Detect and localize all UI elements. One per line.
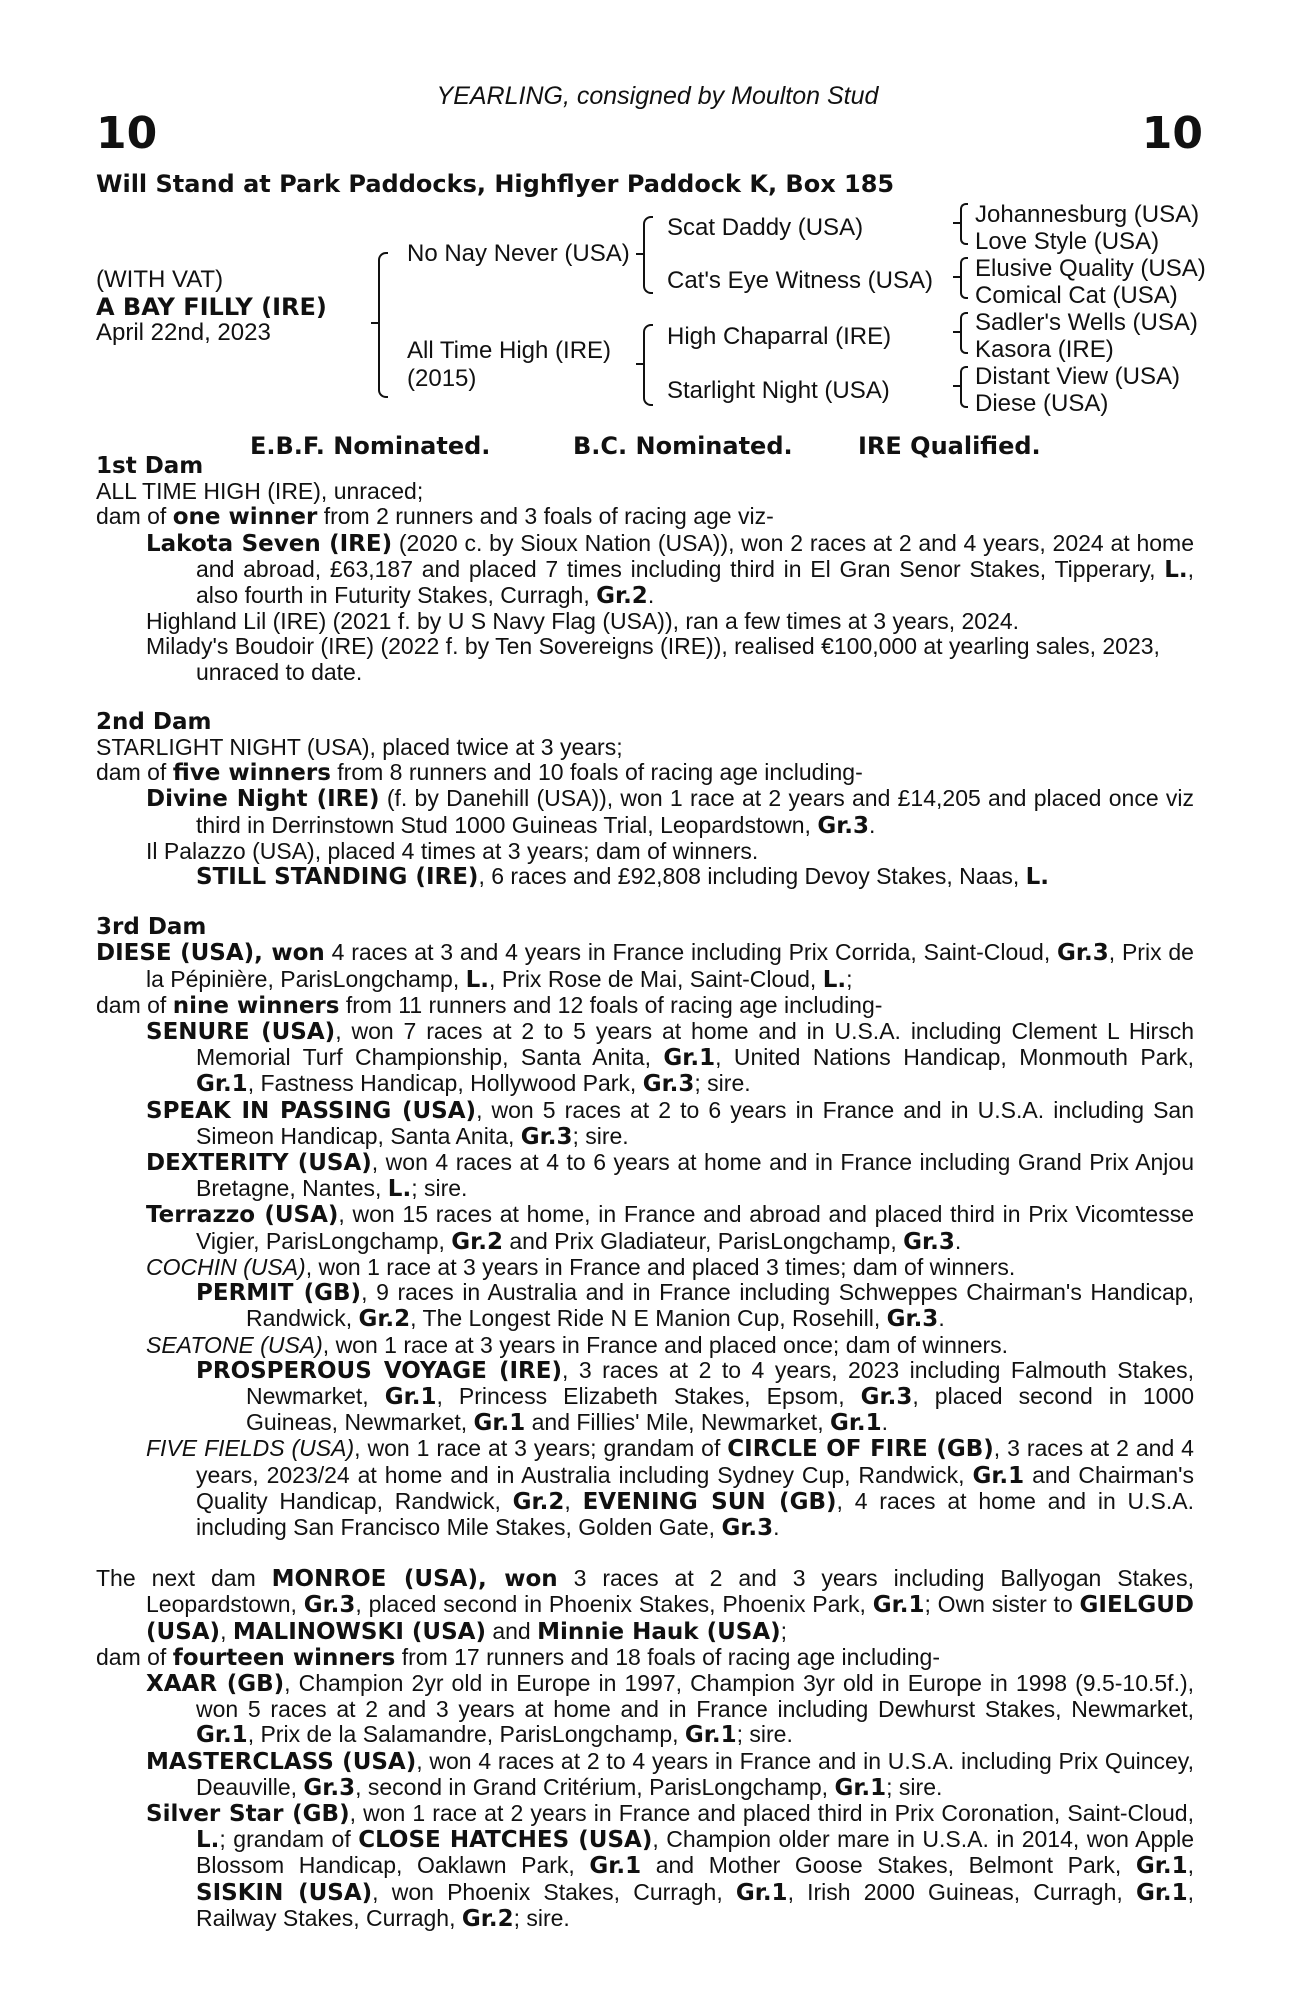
produce-entry: SEATONE (USA), won 1 race at 3 years in France and placed once; dam of winners. <box>146 1331 1009 1358</box>
next-dam-line: The next dam MONROE (USA), won 3 races at 2 and 3 years including Ballyogan Stakes, Leopardstown, Gr.3, placed second in Phoenix Stakes, Phoenix Park, Gr.1; Own sister to GIELGUD (USA), MALINOWSKI (USA) and Minnie Hauk (USA); <box>96 1565 1194 1645</box>
pedigree-dds: Distant View (USA) <box>975 363 1180 390</box>
produce-entry: COCHIN (USA), won 1 race at 3 years in France and placed 3 times; dam of winners. <box>146 1253 1016 1280</box>
pedigree-sss: Johannesburg (USA) <box>975 201 1200 228</box>
first-dam-heading: 1st Dam <box>96 453 204 479</box>
bracket-main <box>378 252 388 398</box>
bracket-sd <box>960 257 968 299</box>
pedigree-ss: Scat Daddy (USA) <box>667 214 864 241</box>
nomination-ire: IRE Qualified. <box>858 432 1041 460</box>
vat-note: (WITH VAT) <box>96 266 224 293</box>
second-dam-produce: dam of five winners from 8 runners and 10 foals of racing age including- <box>96 759 863 787</box>
produce-entry: Divine Night (IRE) (f. by Danehill (USA)), won 1 race at 2 years and £14,205 and placed once viz third in Derrinstown Stud 1000 Guineas Trial, Leopardstown, Gr.3. <box>146 785 1195 839</box>
produce-entry: SPEAK IN PASSING (USA), won 5 races at 2 to 6 years in France and in U.S.A. including San Simeon Handicap, Santa Anita, Gr.3; sire. <box>146 1096 1195 1150</box>
pedigree-sds: Elusive Quality (USA) <box>975 255 1206 282</box>
pedigree-dss: Sadler's Wells (USA) <box>975 309 1198 336</box>
produce-entry: STILL STANDING (IRE), 6 races and £92,808 including Devoy Stakes, Naas, L. <box>196 863 1050 891</box>
bracket-ss <box>960 203 968 245</box>
date-of-birth: April 22nd, 2023 <box>96 319 271 346</box>
produce-entry: Terrazzo (USA), won 15 races at home, in France and abroad and placed third in Prix Vicomtesse Vigier, ParisLongchamp, Gr.2 and Prix Gladiateur, ParisLongchamp, Gr.3. <box>146 1201 1194 1255</box>
pedigree-ds: High Chaparral (IRE) <box>667 323 892 350</box>
produce-entry: DEXTERITY (USA), won 4 races at 4 to 6 years at home and in France including Grand Prix Anjou Bretagne, Nantes, L.; sire. <box>146 1149 1195 1203</box>
catalogue-body <box>96 454 1194 1932</box>
lot-number-left: 10 <box>96 108 158 159</box>
lot-number-right: 10 <box>1141 108 1203 159</box>
pedigree-ddd: Diese (USA) <box>975 390 1109 417</box>
bracket-ds <box>960 312 968 354</box>
produce-entry: FIVE FIELDS (USA), won 1 race at 3 years; grandam of CIRCLE OF FIRE (GB), 3 races at 2 and 4 years, 2023/24 at home and in Australia including Sydney Cup, Randwick, Gr.1 and Chairman's Quality Handicap, Randwick, Gr.2, EVENING SUN (GB), 4 races at home and in U.S.A. including San Francisco Mile Stakes, Golden Gate, Gr.3. <box>146 1435 1195 1541</box>
produce-entry: PROSPEROUS VOYAGE (IRE), 3 races at 2 to 4 years, 2023 including Falmouth Stakes, Newmarket, Gr.1, Princess Elizabeth Stakes, Epsom, Gr.3, placed second in 1000 Guineas, Newmarket, Gr.1 and Fillies' Mile, Newmarket, Gr.1. <box>196 1356 1194 1437</box>
produce-entry: Milady's Boudoir (IRE) (2022 f. by Ten Sovereigns (IRE)), realised €100,000 at yearling sales, 2023, unraced to date. <box>146 633 1160 685</box>
second-dam-line: STARLIGHT NIGHT (USA), placed twice at 3 years; <box>96 734 623 761</box>
pedigree-dd: Starlight Night (USA) <box>667 377 890 404</box>
produce-entry: PERMIT (GB), 9 races in Australia and in France including Schweppes Chairman's Handicap, Randwick, Gr.2, The Longest Ride N E Manion Cup, Rosehill, Gr.3. <box>196 1279 1194 1333</box>
produce-entry: XAAR (GB), Champion 2yr old in Europe in 1997, Champion 3yr old in Europe in 1998 (9.5-10.5f.), won 5 races at 2 and 3 years at home and in France including Dewhurst Stakes, Newmarket, Gr.1, Prix de la Salamandre, ParisLongchamp, Gr.1; sire. <box>146 1669 1195 1749</box>
produce-entry: MASTERCLASS (USA), won 4 races at 2 to 4 years in France and in U.S.A. including Prix Quincey, Deauville, Gr.3, second in Grand Critérium, ParisLongchamp, Gr.1; sire. <box>146 1747 1194 1801</box>
next-dam-produce: dam of fourteen winners from 17 runners and 18 foals of racing age including- <box>96 1643 940 1671</box>
second-dam-heading: 2nd Dam <box>96 708 212 735</box>
stand-location: Will Stand at Park Paddocks, Highflyer Paddock K, Box 185 <box>96 170 895 198</box>
pedigree-sire: No Nay Never (USA) <box>407 240 630 267</box>
nomination-ebf: E.B.F. Nominated. <box>250 432 491 460</box>
third-dam-heading: 3rd Dam <box>96 914 207 941</box>
pedigree-dsd: Kasora (IRE) <box>975 336 1114 363</box>
bracket-sire <box>643 216 653 294</box>
produce-entry: SENURE (USA), won 7 races at 2 to 5 years at home and in U.S.A. including Clement L Hirsch Memorial Turf Championship, Santa Anita, Gr.1, United Nations Handicap, Monmouth Park, Gr.1, Fastness Handicap, Hollywood Park, Gr.3; sire. <box>146 1018 1194 1098</box>
horse-name: A BAY FILLY (IRE) <box>96 293 327 321</box>
produce-entry: Lakota Seven (IRE) (2020 c. by Sioux Nation (USA)), won 2 races at 2 and 4 years, 2024 at home and abroad, £63,187 and placed 7 times including third in El Gran Senor Stakes, Tipperary, L., also fourth in Futurity Stakes, Curragh, Gr.2. <box>146 529 1194 610</box>
pedigree-dam: All Time High (IRE) <box>407 337 612 364</box>
nomination-bc: B.C. Nominated. <box>573 432 793 460</box>
third-dam-produce: dam of nine winners from 11 runners and 12 foals of racing age including- <box>96 991 883 1019</box>
third-dam-line: DIESE (USA), won 4 races at 3 and 4 years in France including Prix Corrida, Saint-Cloud, Gr.3, Prix de la Pépinière, ParisLongchamp, L., Prix Rose de Mai, Saint-Cloud, L.; <box>96 939 1194 993</box>
produce-entry: Highland Lil (IRE) (2021 f. by U S Navy Flag (USA)), ran a few times at 3 years, 2024. <box>146 608 1020 635</box>
pedigree-ssd: Love Style (USA) <box>975 228 1160 255</box>
bracket-dam <box>643 324 653 406</box>
bracket-dd <box>960 366 968 408</box>
produce-entry: Silver Star (GB), won 1 race at 2 years in France and placed third in Prix Coronation, Saint-Cloud, L.; grandam of CLOSE HATCHES (USA), Champion older mare in U.S.A. in 2014, won Apple Blossom Handicap, Oaklawn Park, Gr.1 and Mother Goose Stakes, Belmont Park, Gr.1, SISKIN (USA), won Phoenix Stakes, Curragh, Gr.1, Irish 2000 Guineas, Curragh, Gr.1, Railway Stakes, Curragh, Gr.2; sire. <box>146 1799 1195 1932</box>
pedigree-dam-year: (2015) <box>407 365 477 392</box>
first-dam-line: ALL TIME HIGH (IRE), unraced; <box>96 478 424 505</box>
consignment-line: YEARLING, consigned by Moulton Stud <box>436 82 879 110</box>
pedigree-sdd: Comical Cat (USA) <box>975 282 1178 309</box>
pedigree-sd: Cat's Eye Witness (USA) <box>667 267 933 294</box>
produce-entry: Il Palazzo (USA), placed 4 times at 3 years; dam of winners. <box>146 837 759 864</box>
first-dam-produce: dam of one winner from 2 runners and 3 foals of racing age viz- <box>96 503 774 531</box>
